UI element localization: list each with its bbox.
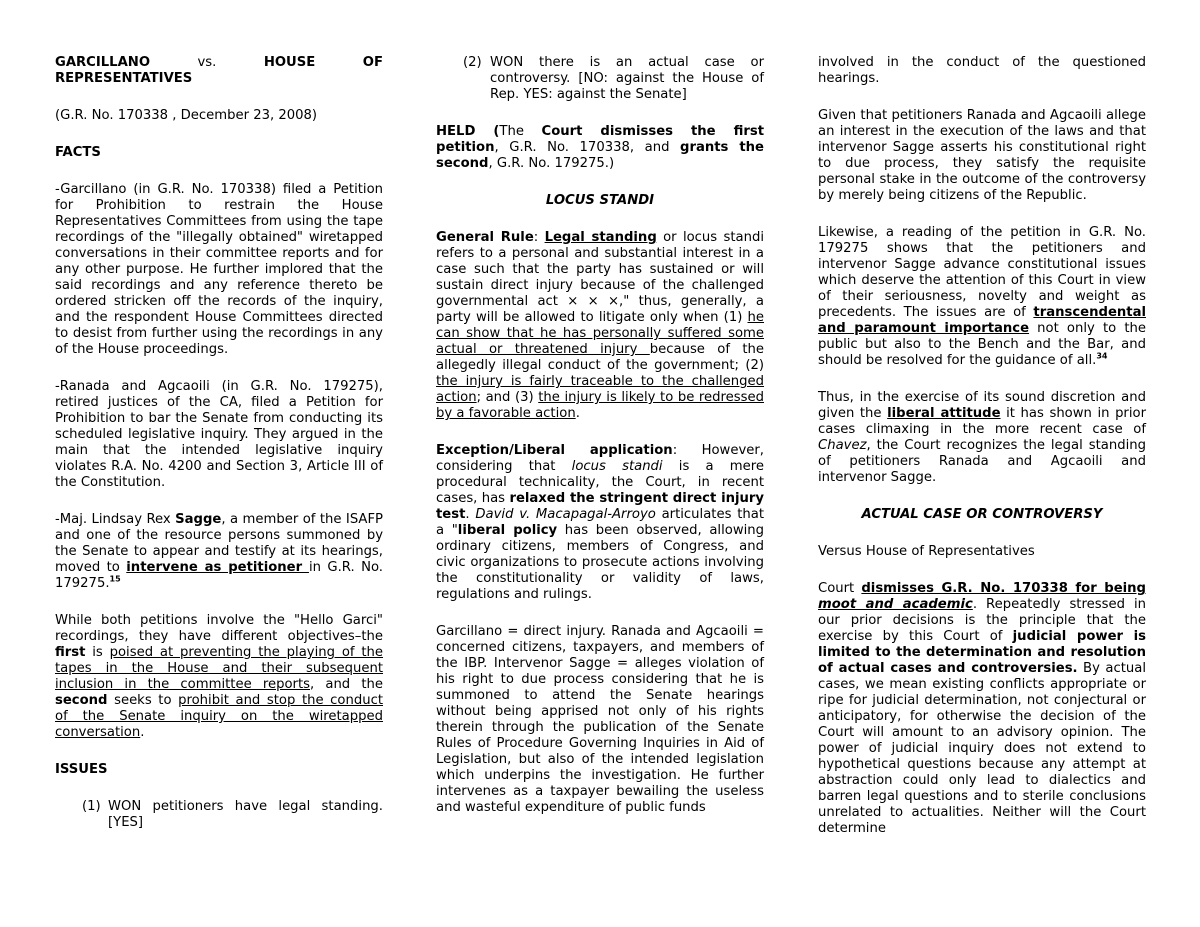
- title-word: HOUSE: [263, 55, 316, 70]
- title-word: GARCILLANO: [55, 55, 151, 70]
- facts-paragraph-sagge: -Maj. Lindsay Rex Sagge, a member of the ISAFP and one of the resource persons summoned by the Senate to appear and testify at its hearings, moved to intervene as petitioner in G.R. No. 179275.15: [55, 512, 383, 591]
- case-citation: (G.R. No. 170338 , December 23, 2008): [55, 108, 318, 123]
- court-dismisses-paragraph: Court dismisses G.R. No. 170338 for being moot and academic. Repeatedly stressed in our prior decisions is the principle that the exercise by this Court of judicial power is limited to the determination and resolution of actual cases and controversies. By actual cases, we mean existing conflicts appropriate or ripe for judicial determination, not conjectural or anticipatory, for otherwise the decision of the Court will amount to an advisory opinion. The power of judicial inquiry does not extend to hypothetical questions because any attempt at abstraction could only lead to dialectics and barren legal questions and to sterile conclusions unrelated to actualities. Neither will the Court determine: [818, 581, 1147, 836]
- facts-paragraph-garcillano: -Garcillano (in G.R. No. 170338) filed a Petition for Prohibition to restrain the House Representatives Committees from using the tape recordings of the "illegally obtained" wiretapped conversations in their committee reports and for any other purpose. He further implored that the said recordings and any reference thereto be ordered stricken off the records of the inquiry, and the respondent House Committees directed to desist from further using the recordings in any of the House proceedings.: [55, 182, 383, 357]
- general-rule-paragraph: General Rule: Legal standing or locus standi refers to a personal and substantial interest in a case such that the party has sustained or will sustain direct injury because of the challenged governmental act × × ×," thus, generally, a party will be allowed to litigate only when (1) he can show that he has personally suffered some actual or threatened injury because of the allegedly illegal conduct of the government; (2) the injury is fairly traceable to the challenged action; and (3) the injury is likely to be redressed by a favorable action.: [436, 230, 765, 421]
- given-paragraph: Given that petitioners Ranada and Agcaoili allege an interest in the execution of the laws and that intervenor Sagge asserts his constitutional right to due process, they satisfy the requisite personal stake in the outcome of the controversy by merely being citizens of the Republic.: [818, 108, 1146, 203]
- facts-heading: FACTS: [55, 145, 101, 160]
- likewise-paragraph: Likewise, a reading of the petition in G.R. No. 179275 shows that the petitioners and intervenor Sagge advance constitutional issues which deserve the attention of this Court in view of their seriousness, novelty and weight as precedents. The issues are of transcendental and paramount importance not only to the public but also to the Bench and the Bar, and should be resolved for the guidance of all.$^{34}$: [818, 225, 1146, 368]
- issues-heading: ISSUES: [55, 762, 108, 777]
- issue-number: (1): [82, 799, 101, 814]
- title-word: vs.: [197, 55, 217, 70]
- column-3: [818, 55, 1146, 837]
- issue-text: WON petitioners have legal standing. [YES]: [108, 799, 383, 830]
- title-word: OF: [362, 55, 383, 70]
- facts-paragraph-ranada: -Ranada and Agcaoili (in G.R. No. 179275), retired justices of the CA, filed a Petition for Prohibition to bar the Senate from conducting its scheduled legislative inquiry. They argued in the main that the intended legislative inquiry violates R.A. No. 4200 and Section 3, Article III of the Constitution.: [55, 379, 383, 490]
- actual-case-heading: ACTUAL CASE OR CONTROVERSY: [861, 507, 1103, 522]
- issue-1: [55, 799, 383, 831]
- issue-text: WON there is an actual case or controversy. [NO: against the House of Rep. YES: against the Senate]: [490, 55, 764, 102]
- column-2: [436, 55, 764, 816]
- issue-2: [436, 55, 764, 103]
- versus-line: Versus House of Representatives: [818, 544, 1035, 559]
- column-1: [55, 55, 383, 831]
- standing-summary-paragraph: Garcillano = direct injury. Ranada and Agcaoili = concerned citizens, taxpayers, and members of the IBP. Intervenor Sagge = alleges violation of his right to due process considering that he is summoned to attend the Senate hearings without being apprised not only of his rights therein through the publication of the Senate Rules of Procedure Governing Inquiries in Aid of Legislation, but also of the intended legislation which underpins the investigation. He further intervenes as a taxpayer bewailing the useless and wasteful expenditure of public funds: [436, 624, 764, 815]
- held-paragraph: HELD (The Court dismisses the first petition, G.R. No. 170338, and grants the second, G.R. No. 179275.): [436, 124, 764, 171]
- facts-paragraph-objectives: While both petitions involve the "Hello Garci" recordings, they have different objectives–the first is poised at preventing the playing of the tapes in the House and their subsequent inclusion in the committee reports, and the second seeks to prohibit and stop the conduct of the Senate inquiry on the wiretapped conversation.: [55, 613, 384, 740]
- case-title: [55, 55, 383, 71]
- continuation-paragraph: involved in the conduct of the questioned hearings.: [818, 55, 1146, 86]
- case-title-line2: REPRESENTATIVES: [55, 71, 193, 86]
- exception-paragraph: Exception/Liberal application: However, considering that locus standi is a mere procedural technicality, the Court, in recent cases, has relaxed the stringent direct injury test. David v. Macapagal-Arroyo articulates that a "liberal policy has been observed, allowing ordinary citizens, members of Congress, and civic organizations to prosecute actions involving the constitutionality or validity of laws, regulations and rulings.: [436, 443, 764, 602]
- locus-standi-heading: LOCUS STANDI: [545, 193, 655, 208]
- issue-number: (2): [463, 55, 482, 70]
- thus-paragraph: Thus, in the exercise of its sound discretion and given the liberal attitude it has shown in prior cases climaxing in the more recent case of Chavez, the Court recognizes the legal standing of petitioners Ranada and Agcaoili and intervenor Sagge.: [818, 390, 1147, 485]
